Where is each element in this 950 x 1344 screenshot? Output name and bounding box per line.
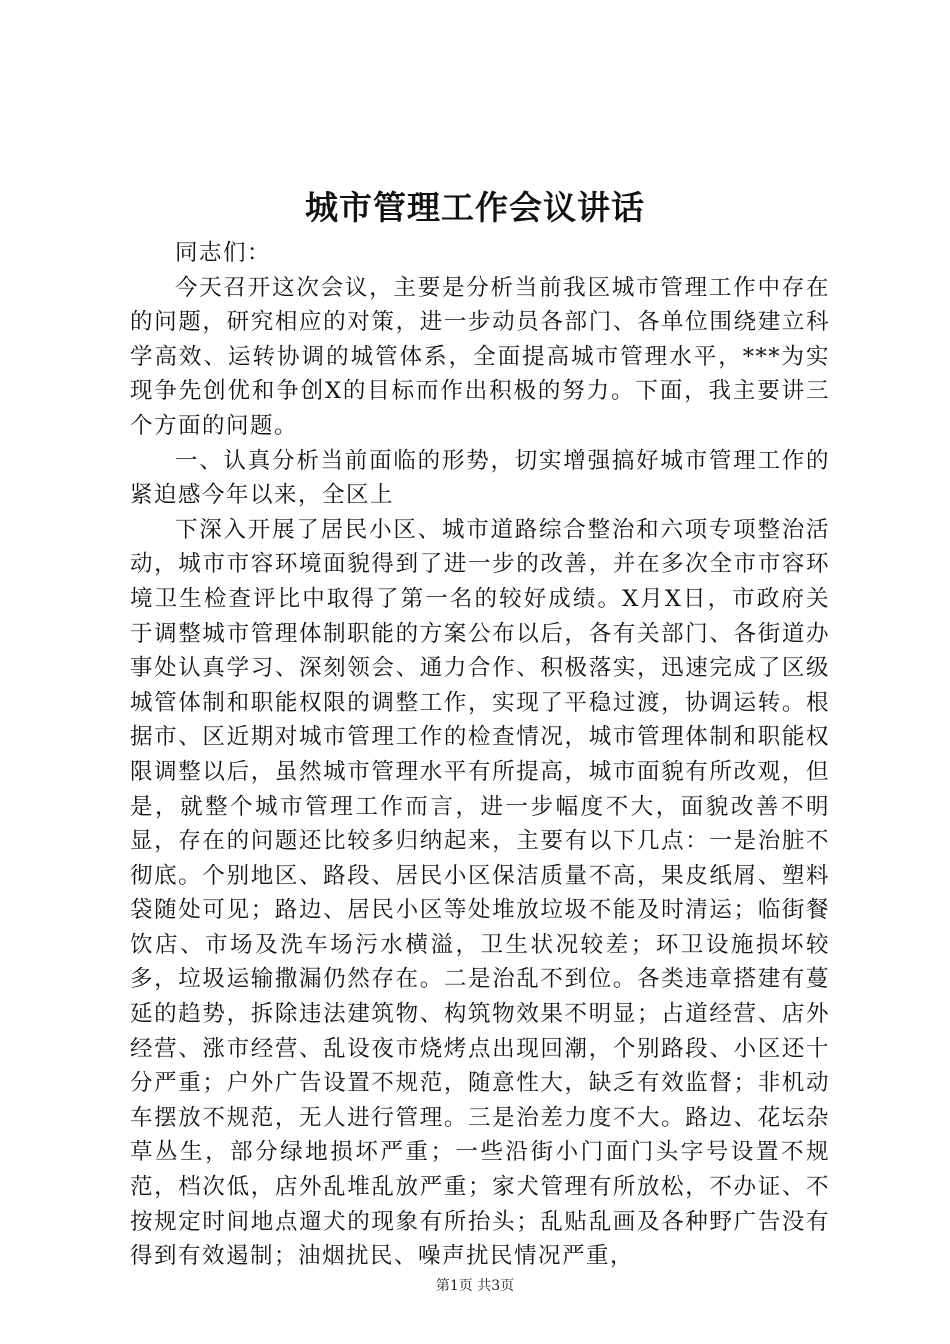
document-title: 城市管理工作会议讲话 <box>305 188 645 227</box>
paragraph-section-one-body: 下深入开展了居民小区、城市道路综合整治和六项专项整治活动，城市市容环境面貌得到了进一步的改善，并在多次全市市容环境卫生检查评比中取得了第一名的较好成绩。X月X日，市政府关于调整城市管理体制职能的方案公布以后，各有关部门、各街道办事处认真学习、深刻领会、通力合作、积极落实，迅速完成了区级城管体制和职能权限的调整工作，实现了平稳过渡，协调运转。根据市、区近期对城市管理工作的检查情况，城市管理体制和职能权限调整以后，虽然城市管理水平有所提高，城市面貌有所改观，但是，就整个城市管理工作而言，进一步幅度不大，面貌改善不明显，存在的问题还比较多归纳起来，主要有以下几点：一是治脏不彻底。个别地区、路段、居民小区保洁质量不高，果皮纸屑、塑料袋随处可见；路边、居民小区等处堆放垃圾不能及时清运；临街餐饮店、市场及洗车场污水横溢，卫生状况较差；环卫设施损坏较多，垃圾运输撒漏仍然存在。二是治乱不到位。各类违章搭建有蔓延的趋势，拆除违法建筑物、构筑物效果不明显；占道经营、店外经营、涨市经营、乱设夜市烧烤点出现回潮，个别路段、小区还十分严重；户外广告设置不规范，随意性大，缺乏有效监督；非机动车摆放不规范，无人进行管理。三是治差力度不大。路边、花坛杂草丛生，部分绿地损坏严重；一些沿街小门面门头字号设置不规范，档次低，店外乱堆乱放严重；家犬管理有所放松，不办证、不按规定时间地点遛犬的现象有所抬头；乱贴乱画及各种野广告没有得到有效遏制；油烟扰民、噪声扰民情况严重， <box>130 516 830 1270</box>
paragraph-intro: 今天召开这次会议，主要是分析当前我区城市管理工作中存在的问题，研究相应的对策，进一步动员各部门、各单位围绕建立科学高效、运转协调的城管体系，全面提高城市管理水平，***为实现争先创优和争创X的目标而作出积极的努力。下面，我主要讲三个方面的问题。 <box>130 274 830 439</box>
page-footer: 第1页 共3页 <box>435 1278 515 1294</box>
paragraph-section-one-heading: 一、认真分析当前面临的形势，切实增强搞好城市管理工作的紧迫感今年以来，全区上 <box>130 447 830 509</box>
salutation: 同志们： <box>175 240 272 266</box>
document-body <box>130 236 830 1274</box>
